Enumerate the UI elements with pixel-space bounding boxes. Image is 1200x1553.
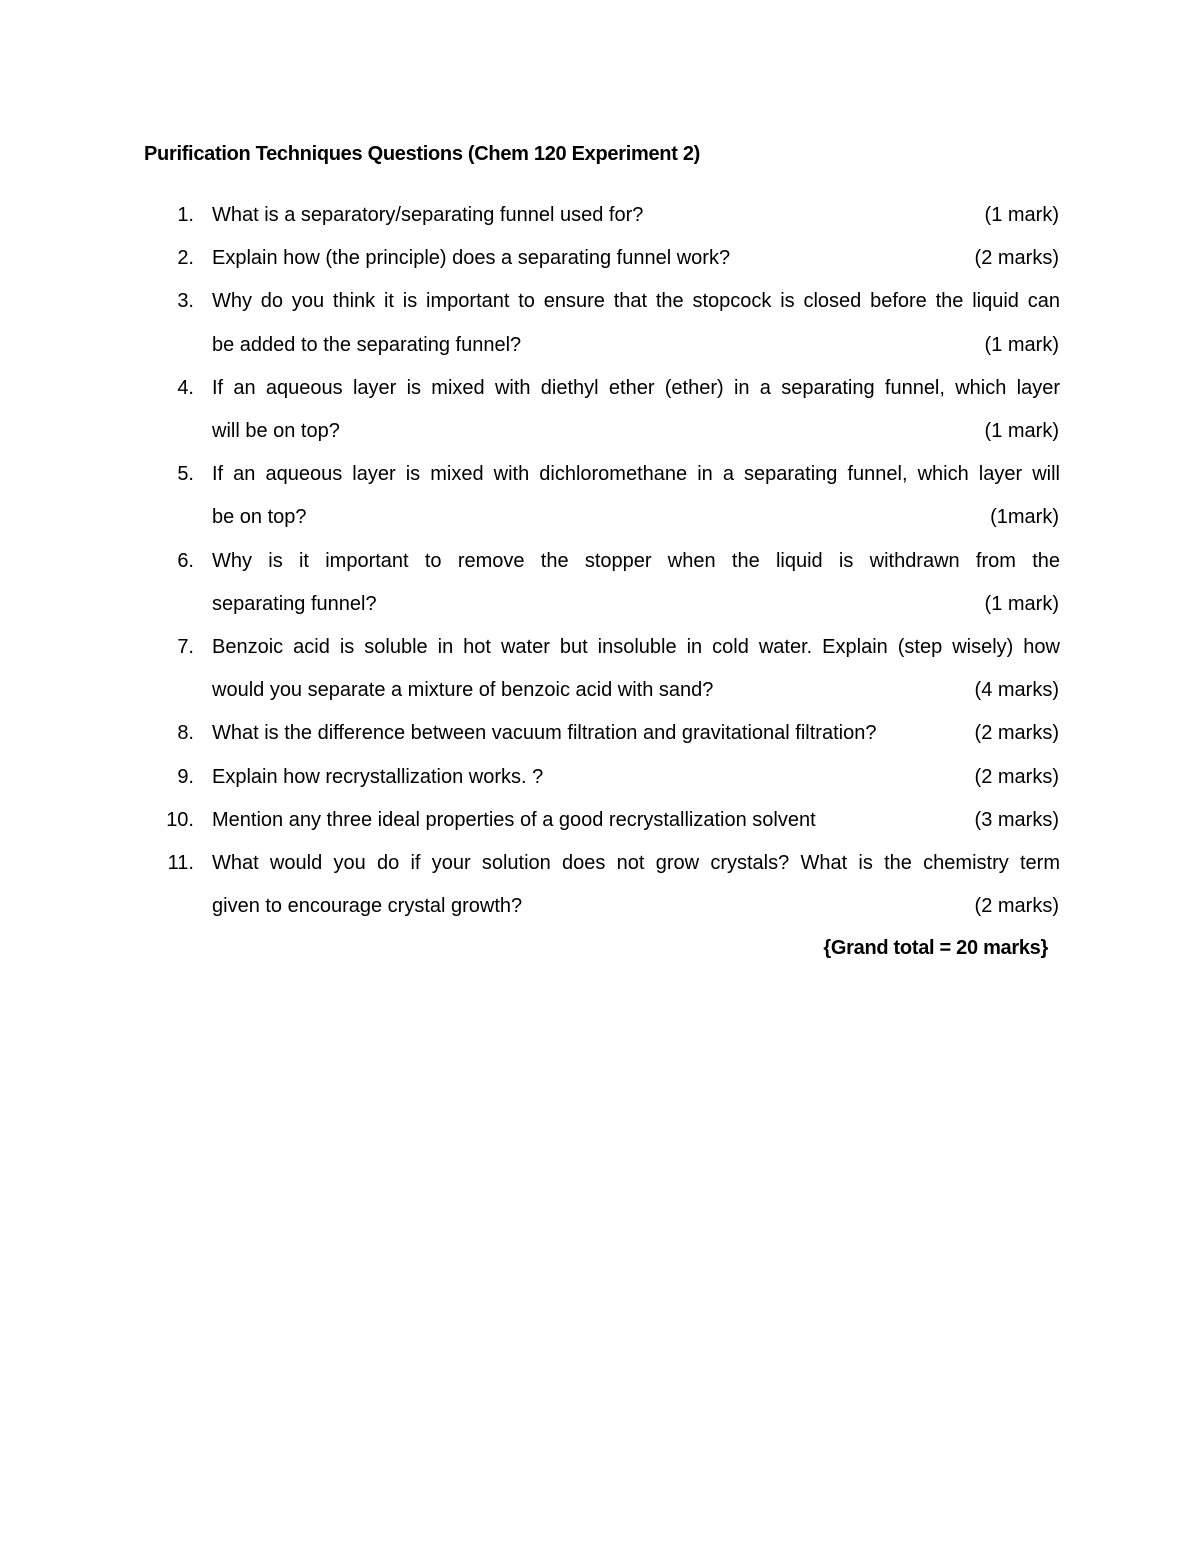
question-number: 3. bbox=[177, 290, 194, 312]
question-text-line: Explain how (the principle) does a separating funnel work? bbox=[212, 247, 731, 269]
question-text-line: If an aqueous layer is mixed with dichloromethane in a separating funnel, which layer will bbox=[212, 463, 1060, 485]
question-text-line: would you separate a mixture of benzoic acid with sand? bbox=[212, 679, 714, 701]
question-number: 8. bbox=[177, 722, 194, 744]
question-number: 11. bbox=[167, 852, 194, 874]
question-text-line: Explain how recrystallization works. ? bbox=[212, 766, 544, 788]
question-number: 9. bbox=[177, 766, 194, 788]
question-marks: (3 marks) bbox=[974, 809, 1059, 831]
question-text-line: Mention any three ideal properties of a good recrystallization solvent bbox=[212, 809, 816, 831]
question-text-line: be on top? bbox=[212, 506, 307, 528]
question-number: 2. bbox=[177, 247, 194, 269]
question-number: 5. bbox=[177, 463, 194, 485]
question-marks: (1 mark) bbox=[984, 593, 1059, 615]
question-number: 1. bbox=[177, 204, 194, 226]
question-marks: (4 marks) bbox=[974, 679, 1059, 701]
question-text-line: Benzoic acid is soluble in hot water but insoluble in cold water. Explain (step wisely) how bbox=[212, 636, 1060, 658]
question-text-line: What would you do if your solution does not grow crystals? What is the chemistry term bbox=[212, 852, 1060, 874]
question-marks: (1 mark) bbox=[984, 420, 1059, 442]
question-marks: (2 marks) bbox=[974, 722, 1059, 744]
grand-total: {Grand total = 20 marks} bbox=[823, 937, 1048, 959]
question-text-line: What is a separatory/separating funnel used for? bbox=[212, 204, 644, 226]
question-number: 10. bbox=[166, 809, 194, 831]
question-text-line: Why do you think it is important to ensure that the stopcock is closed before the liquid can bbox=[212, 290, 1060, 312]
question-text-line: given to encourage crystal growth? bbox=[212, 895, 523, 917]
question-text-line: be added to the separating funnel? bbox=[212, 334, 522, 356]
document-title: Purification Techniques Questions (Chem 120 Experiment 2) bbox=[144, 143, 700, 165]
question-text-line: will be on top? bbox=[212, 420, 340, 442]
question-text-line: separating funnel? bbox=[212, 593, 377, 615]
question-marks: (2 marks) bbox=[974, 895, 1059, 917]
question-marks: (1 mark) bbox=[984, 204, 1059, 226]
question-text-line: Why is it important to remove the stopper when the liquid is withdrawn from the bbox=[212, 550, 1060, 572]
question-number: 6. bbox=[177, 550, 194, 572]
question-marks: (2 marks) bbox=[974, 766, 1059, 788]
question-text-line: What is the difference between vacuum filtration and gravitational filtration? bbox=[212, 722, 877, 744]
question-marks: (1 mark) bbox=[984, 334, 1059, 356]
question-number: 7. bbox=[177, 636, 194, 658]
question-text-line: If an aqueous layer is mixed with diethyl ether (ether) in a separating funnel, which layer bbox=[212, 377, 1060, 399]
question-number: 4. bbox=[177, 377, 194, 399]
question-marks: (1mark) bbox=[990, 506, 1059, 528]
question-marks: (2 marks) bbox=[974, 247, 1059, 269]
